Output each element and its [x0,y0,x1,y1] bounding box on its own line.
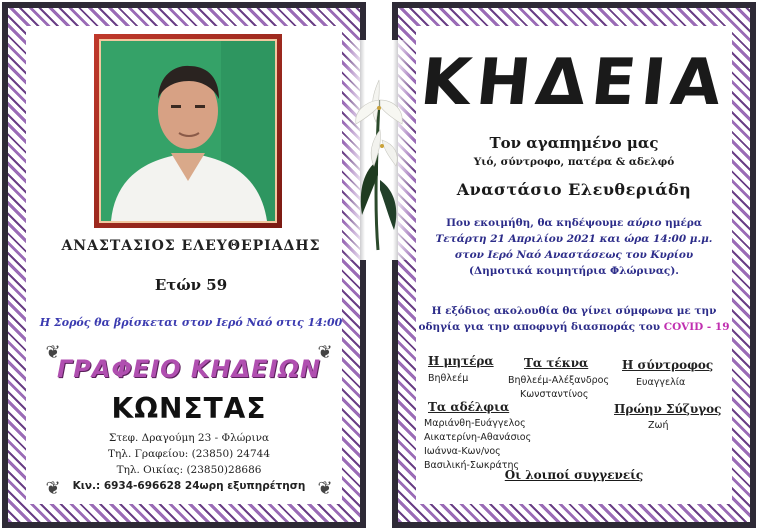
other-relatives: Οι λοιποί συγγενείς [504,468,644,482]
announcement-cemetery: (Δημοτικά κοιμητήρια Φλώρινας). [469,265,679,277]
funeral-title: ΚΗΔΕΙΑ [417,46,731,120]
lily-flower-icon [344,40,414,260]
children-heading: Τα τέκνα [524,356,589,370]
sibling-1: Μαριάνθη-Ευάγγελος [424,418,526,429]
announcement-line-4 [418,264,730,278]
deceased-name: Αναστάσιο Ελευθεριάδη [456,180,692,199]
announcement-text: Που εκοιμήθη, θα κηδέψουμε [446,217,628,229]
ex-spouse-name: Ζωή [648,420,669,431]
announcement-date: Τετάρτη 21 Απριλίου 2021 και ώρα 14:00 μ.μ. [435,233,713,245]
home-phone: Τηλ. Οικίας: (23850)28686 [116,464,262,476]
funeral-office-box [44,342,334,498]
corner-ornament-icon: ❦ [317,342,333,363]
funeral-office-title: ΓΡΑΦΕΙΟ ΚΗΔΕΙΩΝ [56,355,321,383]
announcement-text: ημέρα [661,217,702,229]
announcement-line-1 [418,216,730,230]
office-address: Στεφ. Δραγούμη 23 - Φλώρινα [108,432,270,444]
coffin-location-note: Η Σορός θα βρίσκεται στον Ιερό Ναό στις 14:00 [39,316,343,329]
portrait-photo [99,39,277,223]
corner-ornament-icon: ❦ [317,478,333,499]
announcement-day: αύριο [627,217,662,229]
portrait-image [101,41,275,221]
corner-ornament-icon: ❦ [45,342,61,363]
relations-line: Υιό, σύντροφο, πατέρα & αδελφό [473,156,675,168]
mobile-phone: Κιν.: 6934-696628 24ωρη εξυπηρέτηση [72,480,306,492]
partner-name: Ευαγγελία [636,377,686,388]
covid-text: οδηγία για την αποφυγή διασποράς του [418,321,664,333]
office-phone: Τηλ. Γραφείου: (23850) 24744 [108,448,270,460]
funeral-office-name: ΚΩΝΣΤΑΣ [111,392,267,425]
age-label: Ετών 59 [154,276,228,294]
announcement-line-3 [418,248,730,262]
siblings-heading: Τα αδέλφια [428,400,510,414]
children-name-2: Κωνσταντίνος [520,389,589,400]
partner-heading: Η σύντροφος [622,358,714,372]
portrait-frame [94,34,282,228]
covid-text: Η εξόδιος ακολουθία θα γίνει σύμφωνα με την [431,305,717,317]
covid-line-1 [418,304,730,318]
sibling-2: Αικατερίνη-Αθανάσιος [424,432,532,443]
deceased-name-caps: ΑΝΑΣΤΑΣΙΟΣ ΕΛΕΥΘΕΡΙΑΔΗΣ [61,238,321,254]
intro-line: Τον αγαπημένο μας [489,134,659,152]
covid-line-2 [418,320,730,334]
sibling-3: Ιωάννα-Κων/νος [424,446,501,457]
children-name-1: Βηθλεέμ-Αλέξανδρος [508,375,610,386]
mother-name: Βηθλεέμ [428,373,469,384]
announcement-church: στον Ιερό Ναό Αναστάσεως του Κυρίου [454,249,694,261]
ex-spouse-heading: Πρώην Σύζυγος [614,402,722,416]
corner-ornament-icon: ❦ [45,478,61,499]
mother-heading: Η μητέρα [428,354,494,368]
sibling-4: Βασιλική-Σωκράτης [424,460,520,471]
announcement-line-2 [418,232,730,246]
covid-highlight: COVID - 19 [663,321,730,333]
lily-decoration [344,40,414,260]
